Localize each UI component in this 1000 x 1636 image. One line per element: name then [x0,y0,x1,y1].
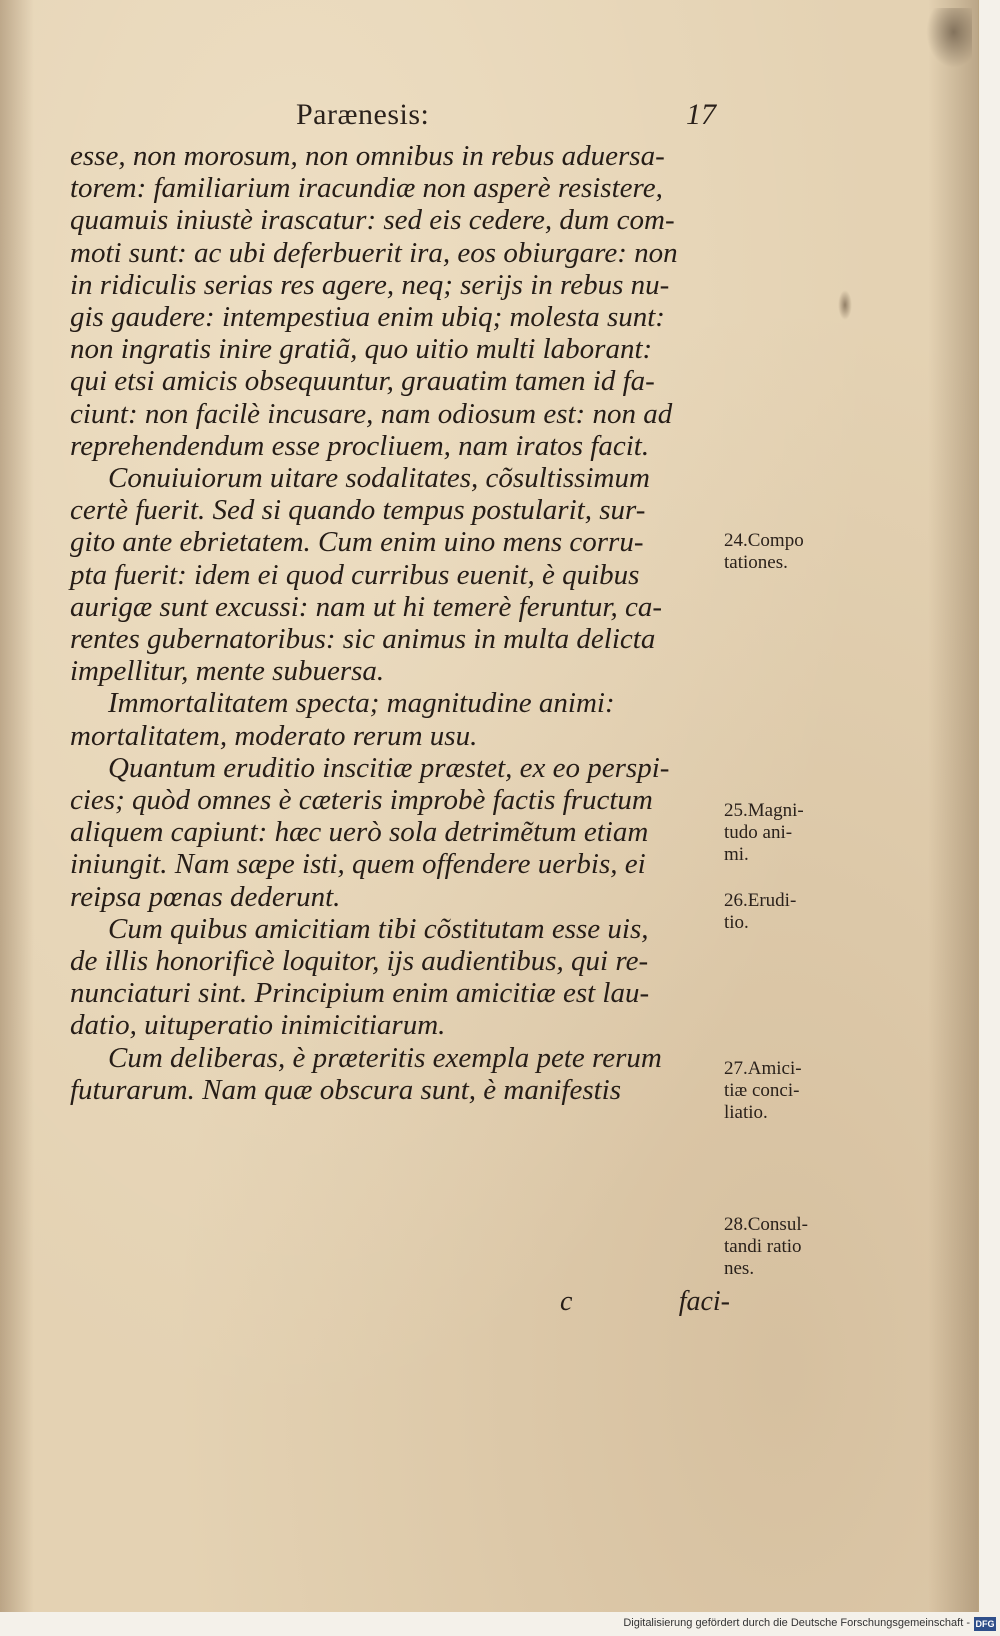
text-line: de illis honorificè loquitor, ijs audientibus, qui re- [70,945,649,978]
note-line: tationes. [724,552,788,573]
text-line: rentes gubernatoribus: sic animus in multa delicta [70,623,656,656]
text-line: aliquem capiunt: hæc uerò sola detrimẽtum etiam [70,816,649,849]
text-line: in ridiculis serias res agere, neq; serijs in rebus nu- [70,268,670,301]
marginal-note [724,530,854,574]
text-line: iniungit. Nam sæpe isti, quem offendere uerbis, ei [70,848,646,881]
text-line: Cum deliberas, è præteritis exempla pete rerum [108,1041,662,1074]
note-line: liatio. [724,1102,768,1123]
marginal-note [724,1214,854,1280]
note-line: 27.Amici- [724,1058,802,1079]
text-line: qui etsi amicis obsequuntur, grauatim tamen id fa- [70,365,655,398]
note-line: tudo ani- [724,822,793,843]
note-line: 24.Compo [724,530,804,551]
text-line: torem: familiarium iracundiæ non asperè resistere, [70,172,663,205]
text-line: certè fuerit. Sed si quando tempus postularit, sur- [70,494,646,527]
note-line: nes. [724,1258,755,1279]
text-line: reipsa pœnas dederunt. [70,880,341,913]
text-line: nunciaturi sint. Principium enim amicitiæ est lau- [70,977,650,1010]
running-title: Parænesis: [296,98,430,131]
text-line: esse, non morosum, non omnibus in rebus aduersa- [70,140,665,172]
dfg-logo: DFG [975,1619,995,1629]
text-line: quamuis iniustè irascatur: sed eis cedere, dum com- [70,204,675,237]
note-line: mi. [724,844,749,865]
text-line: Quantum eruditio inscitiæ præstet, ex eo perspi- [108,751,670,784]
signature-mark: c [560,1286,573,1317]
note-line: 25.Magni- [724,800,804,821]
note-line: tandi ratio [724,1236,802,1257]
text-line: moti sunt: ac ubi deferbuerit ira, eos obiurgare: non [70,236,678,269]
note-line: 26.Erudi- [724,890,797,911]
text-line: Cum quibus amicitiam tibi cõstitutam esse uis, [108,912,649,945]
text-line: impellitur, mente subuersa. [70,655,385,688]
text-line: reprehendendum esse procliuem, nam iratos facit. [70,429,650,462]
footer-bar [0,1612,1000,1636]
note-line: tio. [724,912,749,933]
text-line: non ingratis inire gratiã, quo uitio multi laborant: [70,333,653,366]
catchword: faci- [678,1286,730,1317]
text-line: cies; quòd omnes è cæteris improbè factis fructum [70,784,653,817]
page-number: 17 [686,98,716,131]
text-line: pta fuerit: idem ei quod curribus euenit, è quibus [70,558,640,591]
text-line: Immortalitatem specta; magnitudine animi: [108,687,615,720]
catchword-line [560,1286,730,1320]
text-line: mortalitatem, moderato rerum usu. [70,719,478,752]
text-line: gis gaudere: intempestiua enim ubiq; molesta sunt: [70,301,665,334]
text-line: ciunt: non facilè incusare, nam odiosum est: non ad [70,397,673,430]
marginal-note [724,890,854,934]
text-line: gito ante ebrietatem. Cum enim uino mens corru- [70,526,644,559]
marginal-note [724,800,854,866]
text-line: futurarum. Nam quæ obscura sunt, è manifestis [70,1073,622,1106]
text-line: Conuiuiorum uitare sodalitates, cõsultissimum [108,462,650,495]
text-line: datio, uituperatio inimicitiarum. [70,1009,446,1042]
note-line: tiæ conci- [724,1080,800,1101]
funding-credit: Digitalisierung gefördert durch die Deutsche Forschungsgemeinschaft - [623,1617,970,1629]
note-line: 28.Consul- [724,1214,808,1235]
text-line: aurigæ sunt excussi: nam ut hi temerè feruntur, ca- [70,590,663,623]
marginal-note [724,1058,854,1124]
